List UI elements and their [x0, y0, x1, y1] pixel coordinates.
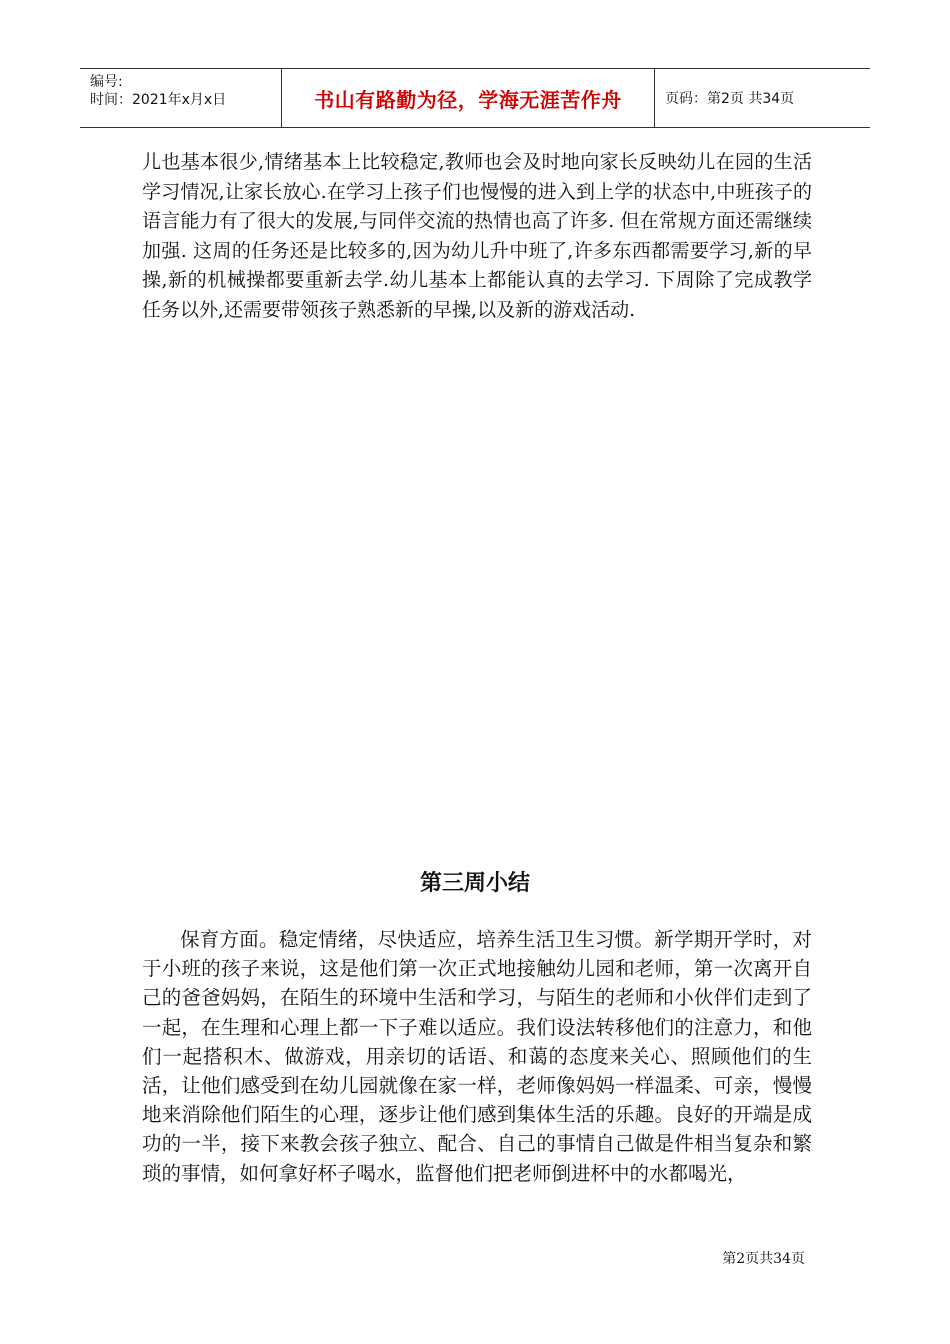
footer-page-number: 第2页共34页 — [722, 1251, 805, 1267]
header-page-cell — [655, 69, 870, 127]
header-meta-cell — [80, 69, 282, 127]
body-paragraph-2: 保育方面。稳定情绪，尽快适应，培养生活卫生习惯。新学期开学时，对于小班的孩子来说，这是他们第一次正式地接触幼儿园和老师，第一次离开自己的爸爸妈妈，在陌生的环境中生活和学习，与陌生的老师和小伙伴们走到了一起，在生理和心理上都一下子难以适应。我们设法转移他们的注意力，和他们一起搭积木、做游戏，用亲切的话语、和蔼的态度来关心、照顾他们的生活，让他们感受到在幼儿园就像在家一样，老师像妈妈一样温柔、可亲，慢慢地来消除他们陌生的心理，逐步让他们感到集体生活的乐趣。良好的开端是成功的一半，接下来教会孩子独立、配合、自己的事情自己做是件相当复杂和繁琐的事情，如何拿好杯子喝水，监督他们把老师倒进杯中的水都喝光， — [142, 928, 812, 1185]
header-motto-cell — [282, 69, 655, 127]
document-date-label: 时间：2021年x月x日 — [90, 92, 227, 108]
header-motto: 书山有路勤为径，学海无涯苦作舟 — [314, 87, 622, 112]
header-page-number: 页码：第2页 共34页 — [665, 91, 795, 107]
document-number-label: 编号: — [90, 74, 123, 90]
body-paragraph-1: 儿也基本很少,情绪基本上比较稳定,教师也会及时地向家长反映幼儿在园的生活学习情况,让家长放心.在学习上孩子们也慢慢的进入到上学的状态中,中班孩子的语言能力有了很大的发展,与同伴交流的热情也高了许多. 但在常规方面还需继续加强. 这周的任务还是比较多的,因为幼儿升中班了,许多东西都需要学习,新的早操,新的机械操都要重新去学.幼儿基本上都能认真的去学习. 下周除了完成教学任务以外,还需要带领孩子熟悉新的早操,以及新的游戏活动. — [142, 151, 812, 321]
document-header — [80, 68, 870, 128]
section-title: 第三周小结 — [419, 871, 530, 896]
